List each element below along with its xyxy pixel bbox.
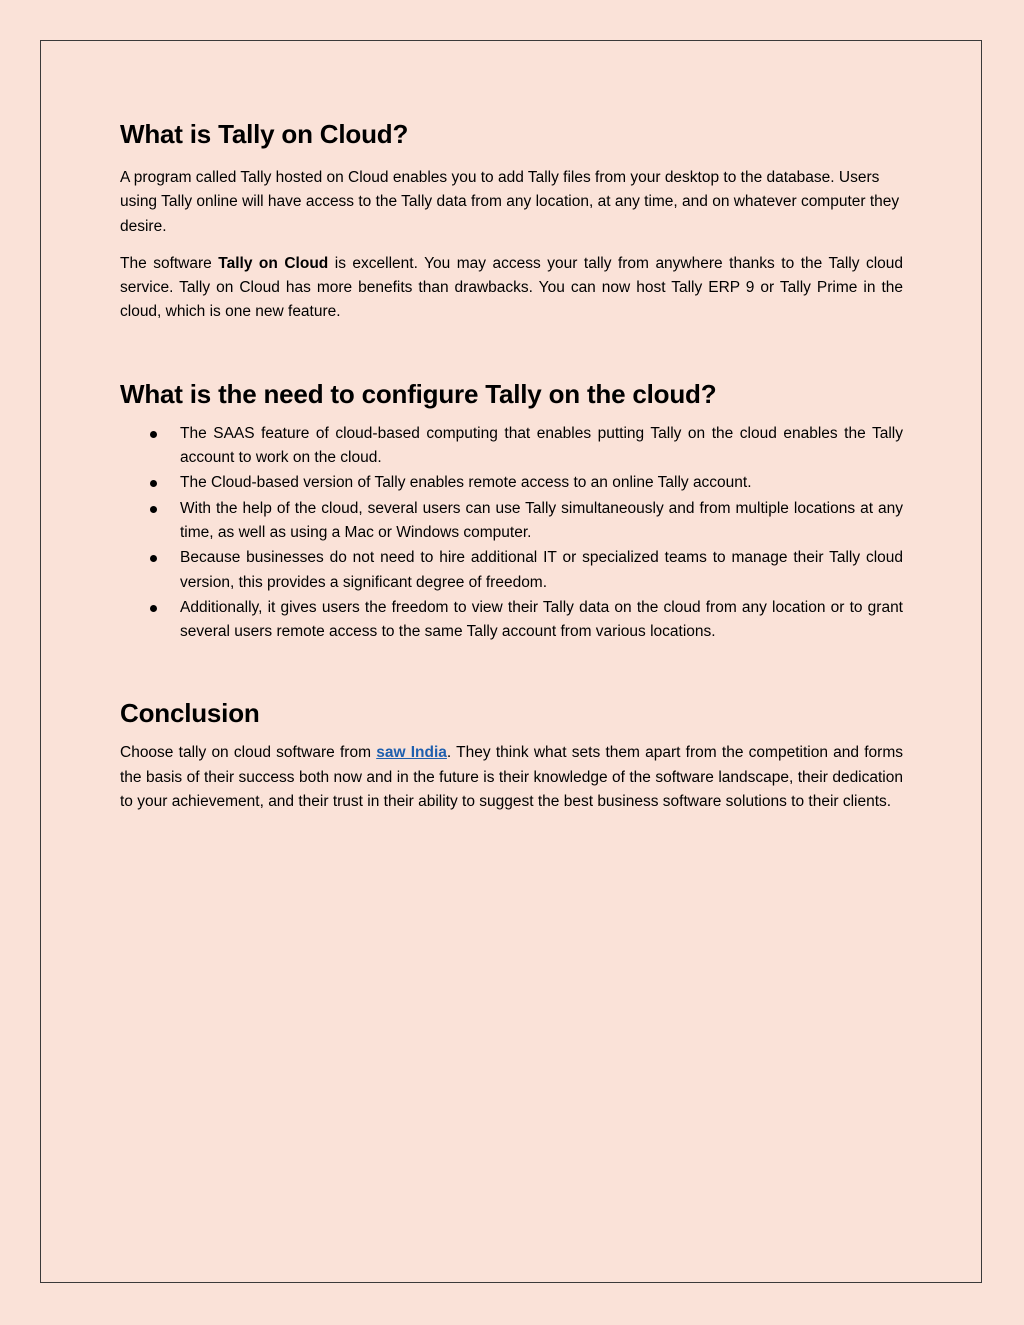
list-item bbox=[120, 497, 903, 546]
list-item-text: With the help of the cloud, several users can use Tally simultaneously and from multiple locations at any time, as well as using a Mac or Windows computer. bbox=[180, 499, 903, 541]
bullet-icon bbox=[150, 431, 157, 438]
bullet-icon bbox=[150, 555, 157, 562]
document-body bbox=[120, 118, 903, 814]
software-paragraph bbox=[120, 252, 903, 325]
list-item-text: The Cloud-based version of Tally enables remote access to an online Tally account. bbox=[180, 474, 752, 492]
software-paragraph-start: The software bbox=[120, 254, 219, 272]
tally-on-cloud-bold: Tally on Cloud bbox=[218, 254, 329, 272]
list-item bbox=[120, 546, 903, 595]
conclusion-paragraph-end: . They think what sets them apart from the competition and forms the basis of their success both now and in the future is their knowledge of the software landscape, their dedication to your achievement, and their trust in their ability to suggest the best business software solutions to their clients. bbox=[120, 744, 903, 811]
intro-paragraph: A program called Tally hosted on Cloud enables you to add Tally files from your desktop to the database. Users using Tally online will have access to the Tally data from any location, at any time, and on whatever computer they desire. bbox=[120, 169, 900, 235]
list-item-text: The SAAS feature of cloud-based computing that enables putting Tally on the cloud enables the Tally account to work on the cloud. bbox=[180, 424, 903, 467]
conclusion-paragraph bbox=[120, 741, 903, 814]
saw-india-link[interactable]: saw India bbox=[376, 744, 447, 762]
section-title-need-to-configure: What is the need to configure Tally on the cloud? bbox=[120, 378, 717, 409]
bullet-icon bbox=[150, 605, 157, 612]
list-item-text: Additionally, it gives users the freedom to view their Tally data on the cloud from any location or to grant several users remote access to the same Tally account from various locations. bbox=[180, 598, 903, 641]
section-title-tally-on-cloud: What is Tally on Cloud? bbox=[120, 119, 409, 149]
list-item bbox=[120, 596, 903, 645]
conclusion-paragraph-start: Choose tally on cloud software from bbox=[120, 744, 377, 762]
list-item bbox=[120, 471, 903, 495]
section-title-conclusion: Conclusion bbox=[120, 698, 260, 729]
list-item-text: Because businesses do not need to hire additional IT or specialized teams to manage their Tally cloud version, this provides a significant degree of freedom. bbox=[180, 549, 903, 591]
benefits-list bbox=[120, 422, 903, 645]
bullet-icon bbox=[150, 506, 157, 513]
software-paragraph-end: is excellent. You may access your tally from anywhere thanks to the Tally cloud service. Tally on Cloud has more benefits than drawbacks. You can now host Tally ERP 9 or Tally Prime in the cloud, which is one new feature. bbox=[120, 254, 904, 321]
bullet-icon bbox=[150, 480, 157, 487]
list-item bbox=[120, 422, 903, 471]
